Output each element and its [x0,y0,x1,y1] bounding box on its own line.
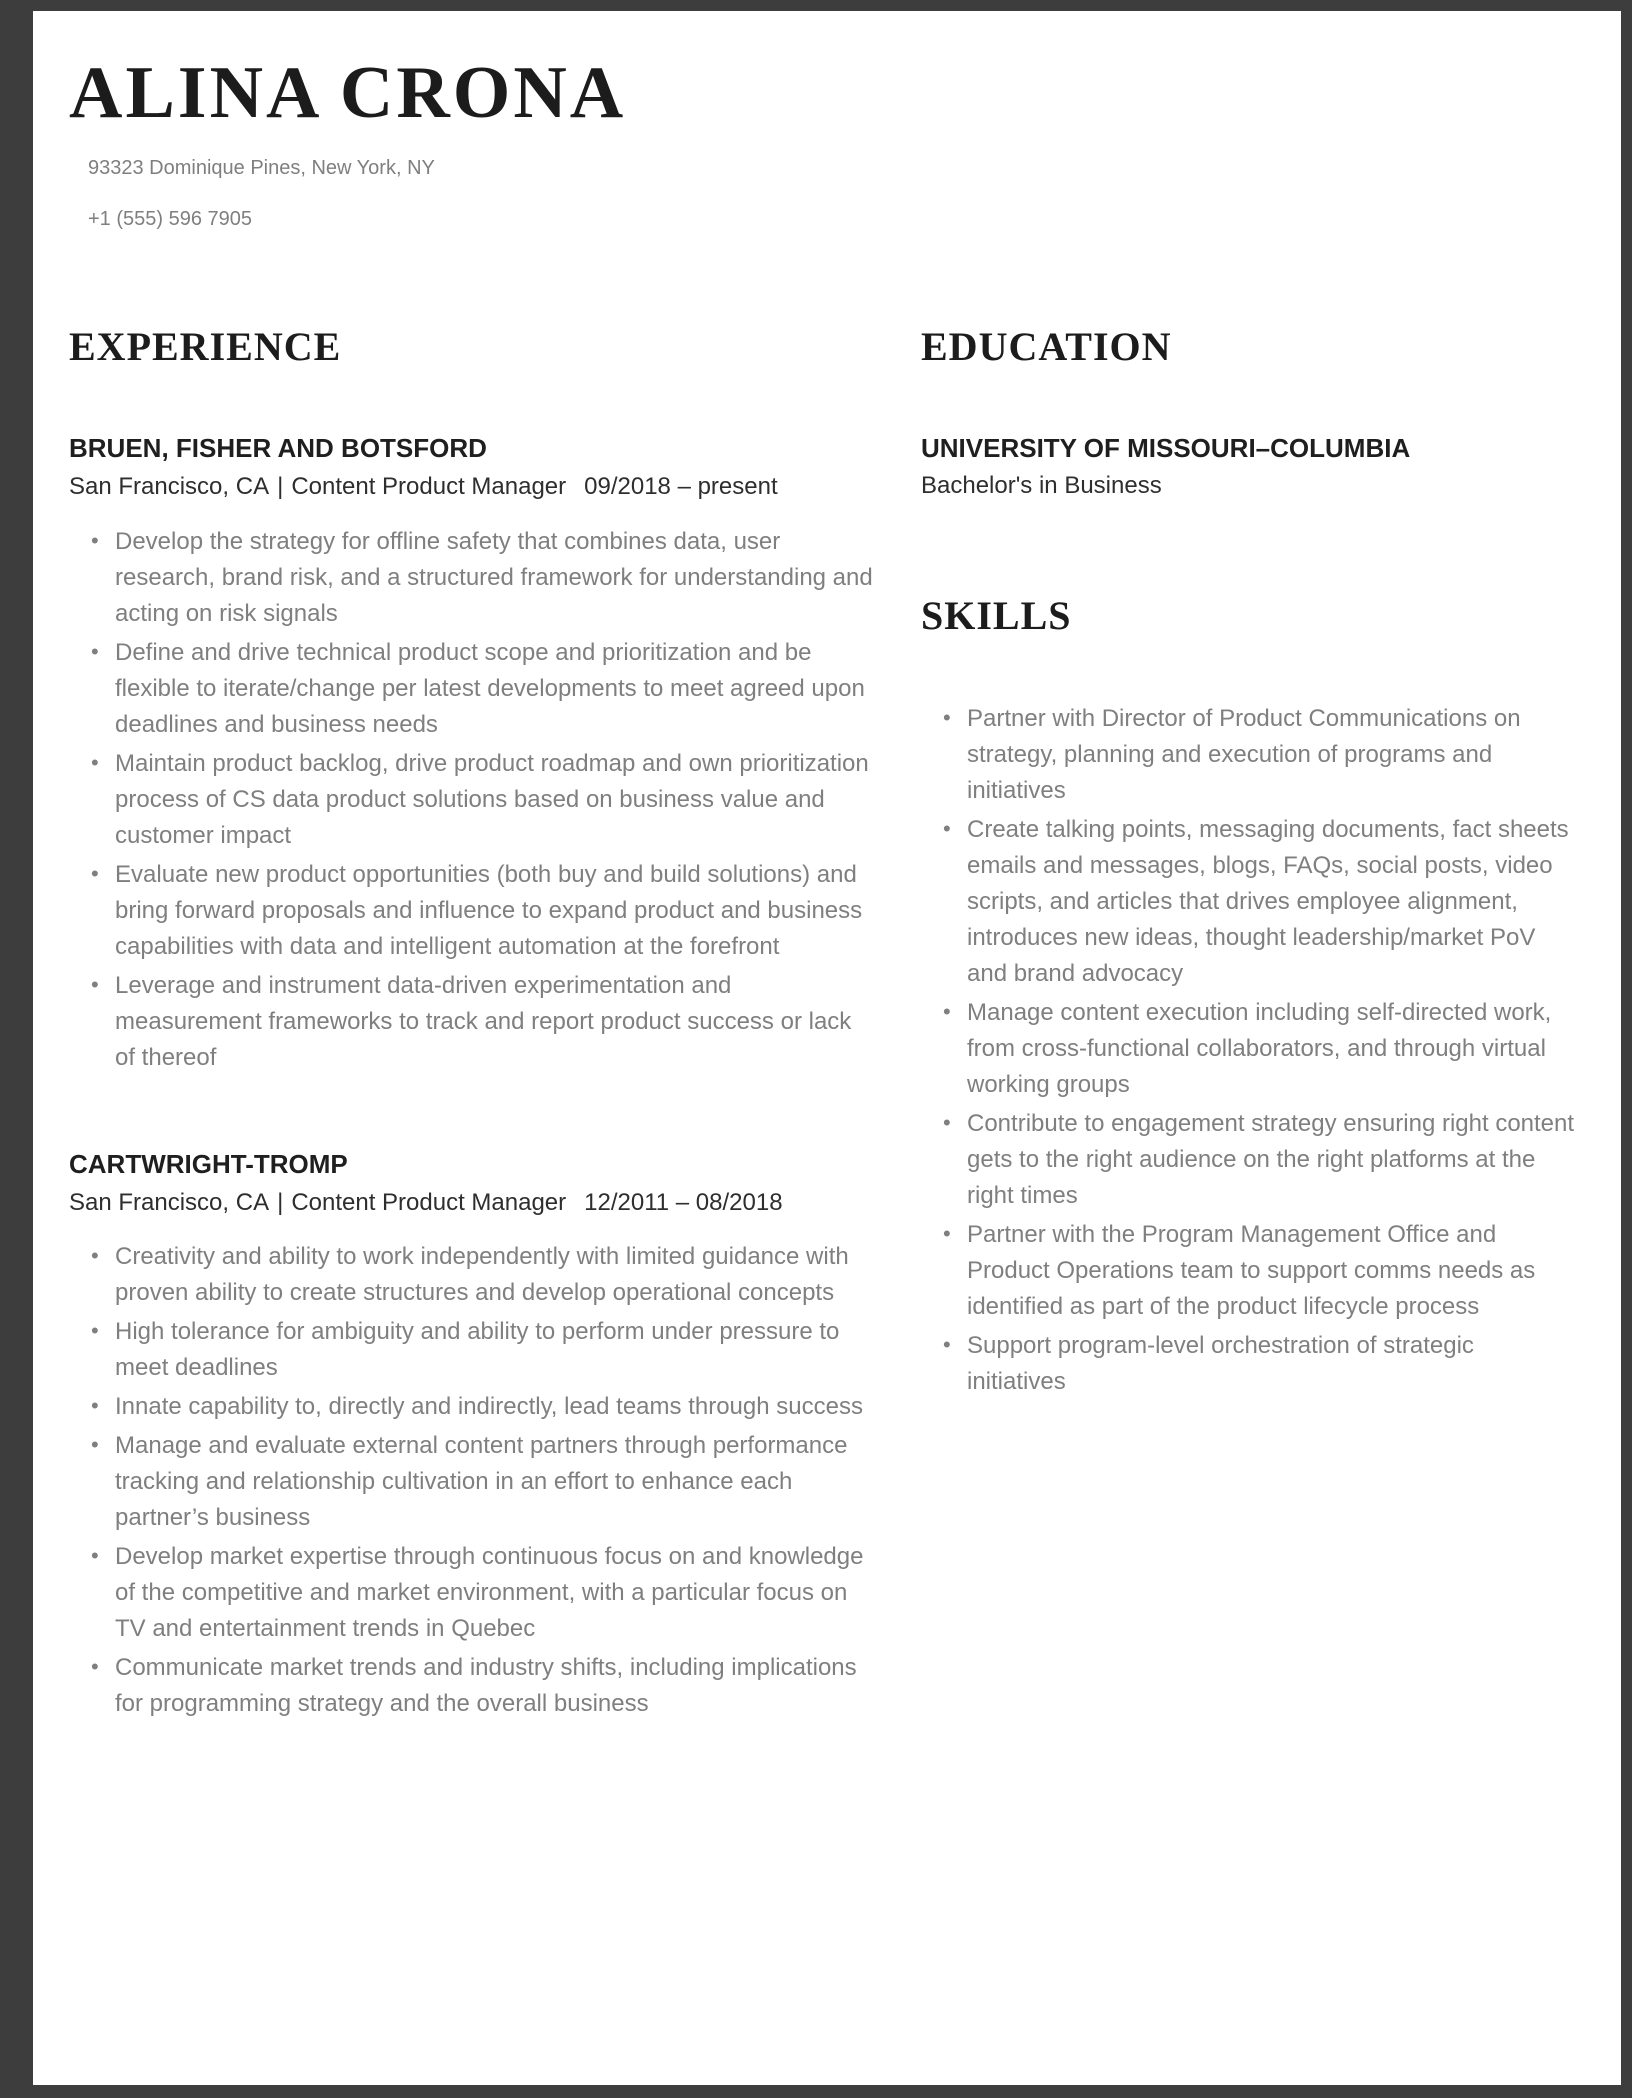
skill-bullet-item: • Partner with Director of Product Communications on strategy, planning and execution of programs and initiatives [921,701,1577,809]
school-name: UNIVERSITY OF MISSOURI–COLUMBIA [921,432,1411,463]
job-bullet-item: • Develop market expertise through continuous focus on and knowledge of the competitive and market environment, with a particular focus on TV and entertainment trends in Quebec [69,1539,877,1647]
left-column [69,323,877,1726]
phone-line: +1 (555) 596 7905 [88,207,253,230]
meta-separator: | [277,1189,284,1217]
meta-separator: | [277,473,284,501]
resume-sheet [33,11,1621,2085]
skills-bullet-list [921,701,1577,1400]
job-location: San Francisco, CA [69,1189,270,1217]
resume-header [69,52,1577,231]
two-column-layout [69,323,1577,1726]
company-name: CARTWRIGHT-TROMP [69,1148,348,1179]
job-bullet-item: • High tolerance for ambiguity and ability to perform under pressure to meet deadlines [69,1314,877,1386]
skill-bullet-item: • Create talking points, messaging documents, fact sheets emails and messages, blogs, FAQs, social posts, video scripts, and articles that drives employee alignment, introduces new ideas, thought leadership/market PoV and brand advocacy [921,812,1577,992]
job-entry [69,1148,877,1723]
job-title: Content Product Manager [291,1189,567,1217]
job-dates: 12/2011 – 08/2018 [584,1189,783,1217]
skills-section [921,592,1577,1400]
job-bullet-item: • Creativity and ability to work independently with limited guidance with proven ability to create structures and develop operational concepts [69,1239,877,1311]
skill-bullet-item: • Support program-level orchestration of strategic initiatives [921,1328,1577,1400]
experience-section [69,323,877,1723]
job-entry [69,432,877,1076]
skill-bullet-item: • Contribute to engagement strategy ensuring right content gets to the right audience on the right platforms at the right times [921,1106,1577,1214]
job-bullet-item: • Manage and evaluate external content partners through performance tracking and relationship cultivation in an effort to enhance each partner’s business [69,1428,877,1536]
job-bullet-list [69,524,877,1076]
job-meta-line [69,1187,877,1219]
job-bullet-item: • Develop the strategy for offline safety that combines data, user research, brand risk, and a structured framework for understanding and acting on risk signals [69,524,877,632]
address-line: 93323 Dominique Pines, New York, NY [88,156,435,179]
job-bullet-item: • Leverage and instrument data-driven experimentation and measurement frameworks to track and report product success or lack of thereof [69,968,877,1076]
skills-heading: SKILLS [921,593,1072,639]
job-bullet-list [69,1239,877,1722]
job-title: Content Product Manager [291,473,567,501]
job-bullet-item: • Communicate market trends and industry shifts, including implications for programming strategy and the overall business [69,1650,877,1722]
job-location: San Francisco, CA [69,473,270,501]
job-bullet-item: • Maintain product backlog, drive product roadmap and own prioritization process of CS data product solutions based on business value and customer impact [69,746,877,854]
education-section [921,323,1577,501]
skill-bullet-item: • Partner with the Program Management Office and Product Operations team to support comms needs as identified as part of the product lifecycle process [921,1217,1577,1325]
job-meta-line [69,471,877,503]
job-bullet-item: • Define and drive technical product scope and prioritization and be flexible to iterate/change per latest developments to meet agreed upon deadlines and business needs [69,635,877,743]
right-column [877,323,1577,1726]
skill-bullet-item: • Manage content execution including self-directed work, from cross-functional collaborators, and through virtual working groups [921,995,1577,1103]
job-list [69,432,877,1723]
company-name: BRUEN, FISHER AND BOTSFORD [69,432,487,463]
experience-heading: EXPERIENCE [69,323,342,369]
job-bullet-item: • Evaluate new product opportunities (both buy and build solutions) and bring forward proposals and influence to expand product and business capabilities with data and intelligent automation at the forefront [69,857,877,965]
job-dates: 09/2018 – present [584,473,778,501]
person-name: ALINA CRONA [69,52,627,134]
degree-line: Bachelor's in Business [921,472,1162,500]
education-heading: EDUCATION [921,323,1172,369]
job-bullet-item: • Innate capability to, directly and indirectly, lead teams through success [69,1389,877,1425]
